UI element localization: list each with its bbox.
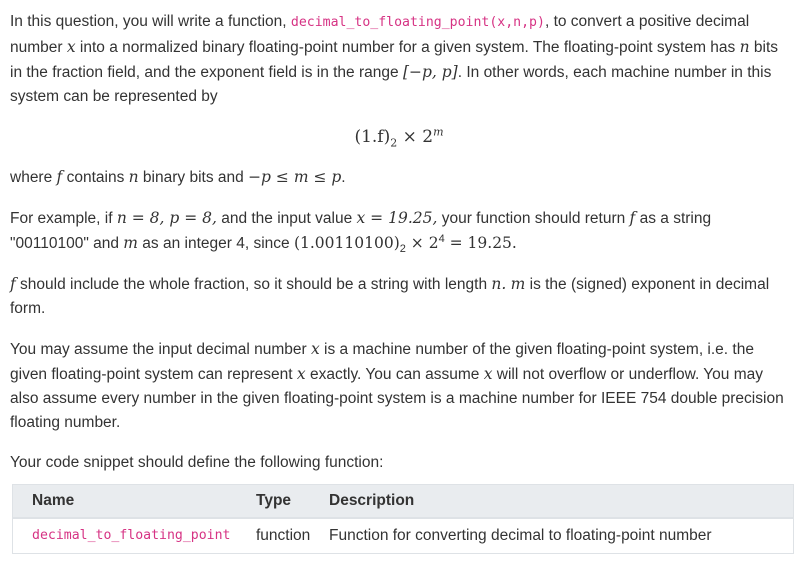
- math-expr-subscript: 2: [399, 243, 406, 256]
- where-text: .: [341, 169, 346, 186]
- math-expr-result: = 19.25.: [444, 234, 517, 252]
- cell-name: decimal_to_floating_point: [32, 528, 231, 543]
- example-text: and the input value: [216, 210, 357, 227]
- intro-text: , to convert a positive decimal number: [10, 13, 750, 56]
- math-expr-times: × 2: [405, 234, 439, 252]
- math-range: [−p, p]: [402, 63, 458, 81]
- example-text: as an integer 4, since: [138, 235, 294, 252]
- intro-text: . In other words, each machine number in this system can be represented by: [10, 64, 772, 105]
- math-x: x: [483, 365, 493, 383]
- header-description: Description: [329, 492, 415, 509]
- math-x-value: x = 19.25,: [356, 209, 438, 227]
- math-f: f: [10, 275, 16, 293]
- formula-exponent: m: [433, 125, 444, 139]
- formula-base: (1.f): [354, 127, 391, 147]
- where-text: where: [10, 169, 57, 186]
- table-header: [13, 485, 793, 518]
- math-n-p: n = 8, p = 8,: [116, 209, 217, 227]
- intro-text: bits in the fraction field, and the exponent field is in the range: [10, 39, 779, 81]
- math-f: f: [56, 168, 63, 186]
- intro-text: into a normalized binary floating-point number for a given system. The floating-point system has: [75, 39, 740, 56]
- fraction-text: should include the whole fraction, so it should be a string with length: [15, 276, 492, 293]
- math-expr-exponent: 4: [438, 232, 445, 245]
- fraction-paragraph: [10, 272, 788, 321]
- assumption-paragraph: [10, 337, 788, 435]
- intro-paragraph: [10, 10, 788, 109]
- formula-times: × 2: [397, 127, 434, 147]
- intro-text: In this question, you will write a function,: [10, 13, 291, 30]
- display-formula: [10, 123, 788, 165]
- assumption-text: will not overflow or underflow. You may also assume every number in the given floating-point system is a machine number for IEEE 754 double precision floating number.: [10, 366, 784, 431]
- math-n: n.: [491, 275, 507, 293]
- assumption-text: is a machine number of the given floating-point system, i.e. the given floating-point system can represent: [10, 341, 754, 383]
- math-x: x: [296, 365, 306, 383]
- function-signature: decimal_to_floating_point(x,n,p): [290, 15, 545, 30]
- math-m: m: [123, 234, 138, 252]
- cell-description: Function for converting decimal to floating-point number: [329, 527, 712, 544]
- table-row: [13, 518, 793, 553]
- math-x: x: [310, 340, 320, 358]
- example-text: as a string "00110100" and: [10, 210, 712, 252]
- math-m: m: [510, 275, 526, 293]
- example-text: For example, if: [10, 210, 117, 227]
- math-f: f: [629, 209, 636, 227]
- example-text: your function should return: [437, 210, 630, 227]
- math-inequality: −p ≤ m ≤ p: [248, 168, 342, 186]
- where-paragraph: [10, 165, 788, 190]
- where-text: binary bits and: [138, 169, 249, 186]
- cell-type: function: [256, 527, 311, 544]
- math-expr-base: (1.00110100): [293, 234, 400, 252]
- assumption-text: exactly. You can assume: [305, 366, 484, 383]
- assumption-text: You may assume the input decimal number: [10, 341, 311, 358]
- math-n: n: [739, 38, 750, 56]
- snippet-note: Your code snippet should define the following function:: [10, 454, 384, 471]
- where-text: contains: [62, 169, 129, 186]
- header-name: Name: [32, 492, 75, 509]
- header-type: Type: [256, 492, 292, 509]
- example-paragraph: [10, 206, 788, 256]
- math-n: n: [128, 168, 139, 186]
- fraction-text: is the (signed) exponent in decimal form.: [10, 276, 770, 317]
- formula-subscript: 2: [390, 136, 398, 150]
- math-x: x: [66, 38, 76, 56]
- function-table: [12, 484, 794, 554]
